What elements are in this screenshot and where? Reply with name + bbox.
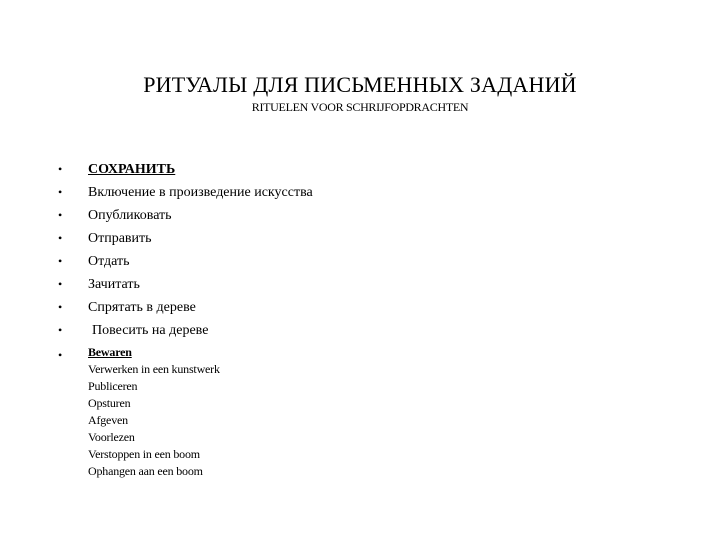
list-item-label: СОХРАНИТЬ (88, 162, 176, 177)
bullet-icon: • (58, 231, 63, 245)
list-item (58, 227, 313, 250)
bullet-icon: • (58, 348, 63, 362)
list-item-label: Спрятать в дереве (88, 300, 196, 315)
list-item-label: Зачитать (88, 277, 140, 292)
dutch-line: Ophangen aan een boom (88, 464, 203, 478)
list-item (58, 204, 313, 227)
dutch-line: Bewaren (88, 345, 132, 359)
list-item-label: Включение в произведение искусства (88, 185, 313, 200)
list-item-label: Опубликовать (88, 208, 172, 223)
list-item-dutch (58, 344, 313, 480)
list-item (58, 181, 313, 204)
list-item (58, 319, 313, 342)
bullet-icon: • (58, 185, 63, 199)
bullet-icon: • (58, 323, 63, 337)
dutch-list (88, 344, 313, 480)
slide-title: РИТУАЛЫ ДЛЯ ПИСЬМЕННЫХ ЗАДАНИЙ (143, 72, 577, 97)
bullet-icon: • (58, 300, 63, 314)
dutch-line: Publiceren (88, 379, 138, 393)
dutch-line: Afgeven (88, 413, 128, 427)
bullet-list (58, 158, 313, 480)
list-item-label: Отдать (88, 254, 130, 269)
dutch-line: Verwerken in een kunstwerk (88, 362, 220, 376)
bullet-icon: • (58, 208, 63, 222)
bullet-icon: • (58, 254, 63, 268)
dutch-line: Opsturen (88, 396, 131, 410)
dutch-line: Verstoppen in een boom (88, 447, 200, 461)
dutch-line: Voorlezen (88, 430, 135, 444)
list-item (58, 158, 313, 181)
list-item-label: Повесить на дереве (92, 323, 209, 338)
bullet-icon: • (58, 277, 63, 291)
list-item (58, 296, 313, 319)
list-item (58, 250, 313, 273)
list-item-label: Отправить (88, 231, 152, 246)
bullet-icon: • (58, 162, 63, 176)
slide-subtitle: RITUELEN VOOR SCHRIJFOPDRACHTEN (251, 100, 469, 114)
list-item (58, 273, 313, 296)
